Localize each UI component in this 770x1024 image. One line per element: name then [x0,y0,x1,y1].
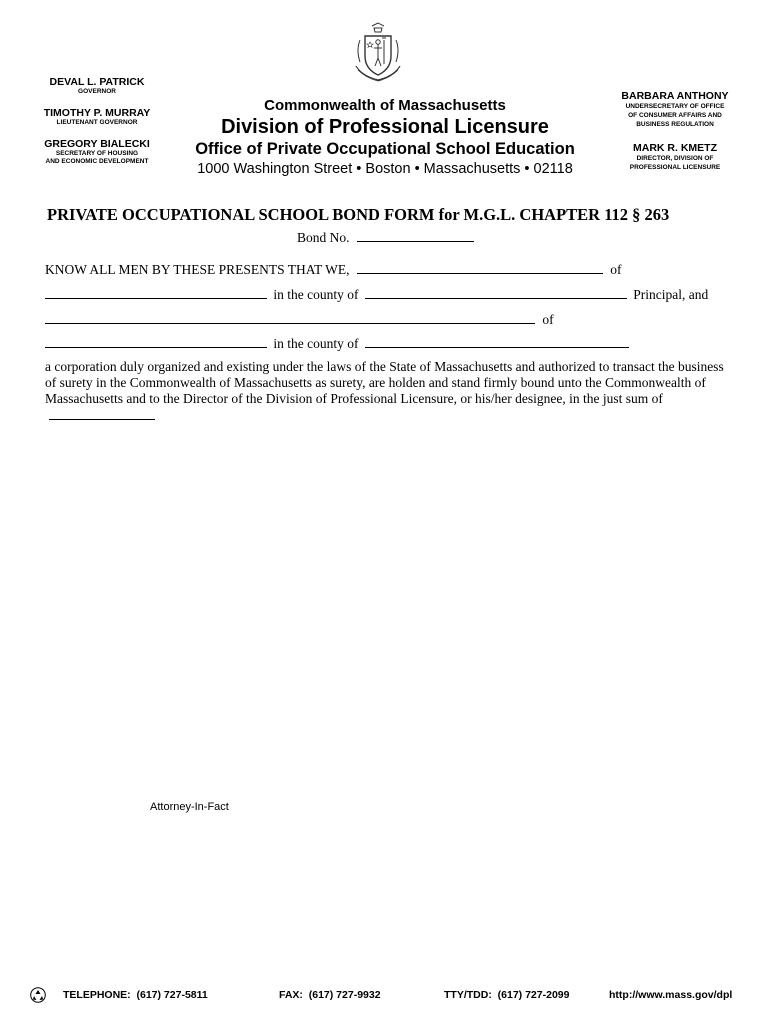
surety-location-row [45,335,629,352]
official-anthony [600,90,750,129]
principal-name-field[interactable] [357,261,603,274]
form-title: PRIVATE OCCUPATIONAL SCHOOL BOND FORM for M.G.L. CHAPTER 112 § 263 [47,205,670,224]
recycle-icon [30,987,46,1003]
bond-no-row [297,229,474,246]
commonwealth-title: Commonwealth of Massachusetts [264,97,506,114]
official-title: UNDERSECRETARY OF OFFICE [625,103,725,110]
surety-address-field[interactable] [45,335,267,348]
official-patrick [22,76,172,96]
official-title: SECRETARY OF HOUSING [55,150,139,157]
principal-county-field[interactable] [365,286,627,299]
official-title: PROFESSIONAL LICENSURE [629,164,721,171]
bond-no-label: Bond No. [297,230,350,245]
massachusetts-seal-icon [348,22,408,84]
surety-name-field[interactable] [45,311,535,324]
official-title: BUSINESS REGULATION [636,121,714,128]
footer-website-link[interactable]: http://www.mass.gov/dpl [609,989,733,1001]
know-all-label: KNOW ALL MEN BY THESE PRESENTS THAT WE, [45,262,350,277]
agency-header [175,96,595,178]
surety-county-field[interactable] [365,335,629,348]
office-address: 1000 Washington Street • Boston • Massachusetts • 02118 [197,161,573,177]
footer-telephone: TELEPHONE: (617) 727-5811 [63,989,208,1001]
footer-tty: TTY/TDD: (617) 727-2099 [444,989,570,1001]
right-officials [600,90,750,172]
principal-location-row [45,286,708,303]
bond-no-field[interactable] [357,229,474,242]
attorney-in-fact-label: Attorney-In-Fact [150,801,229,813]
division-title: Division of Professional Licensure [221,116,549,138]
official-title: OF CONSUMER AFFAIRS AND [628,112,722,119]
left-officials [22,76,172,166]
official-bialecki [22,138,172,166]
principal-label: Principal, and [633,287,709,302]
official-title: LIEUTENANT GOVERNOR [56,119,138,126]
paragraph-text: a corporation duly organized and existing under the laws of the State of Massachusetts and authorized to transact the business of surety in the Commonwealth of Massachusetts as surety, are holden and stand firmly bound unto the Commonwealth of Massachusetts and to the Director of the Division of Professional Licensure, or his/her designee, in the just sum of [45,359,724,406]
in-county-label: in the county of [273,336,359,351]
official-name: TIMOTHY P. MURRAY [43,107,151,119]
official-name: GREGORY BIALECKI [44,138,150,150]
surety-name-row [45,311,554,328]
official-murray [22,107,172,127]
official-name: MARK R. KMETZ [633,142,717,154]
official-name: DEVAL L. PATRICK [49,76,145,88]
office-title: Office of Private Occupational School Education [195,140,575,158]
of-label: of [542,312,554,327]
official-name: BARBARA ANTHONY [621,90,729,102]
official-title: GOVERNOR [78,88,116,95]
know-all-row [45,261,622,278]
of-label: of [610,262,622,277]
footer-fax: FAX: (617) 727-9932 [279,989,381,1001]
principal-address-field[interactable] [45,286,267,299]
official-title: AND ECONOMIC DEVELOPMENT [45,158,149,165]
in-county-label: in the county of [273,287,359,302]
bond-paragraph [45,359,735,424]
official-title: DIRECTOR, DIVISION OF [636,155,714,162]
official-kmetz [600,142,750,172]
sum-field[interactable] [49,407,155,420]
